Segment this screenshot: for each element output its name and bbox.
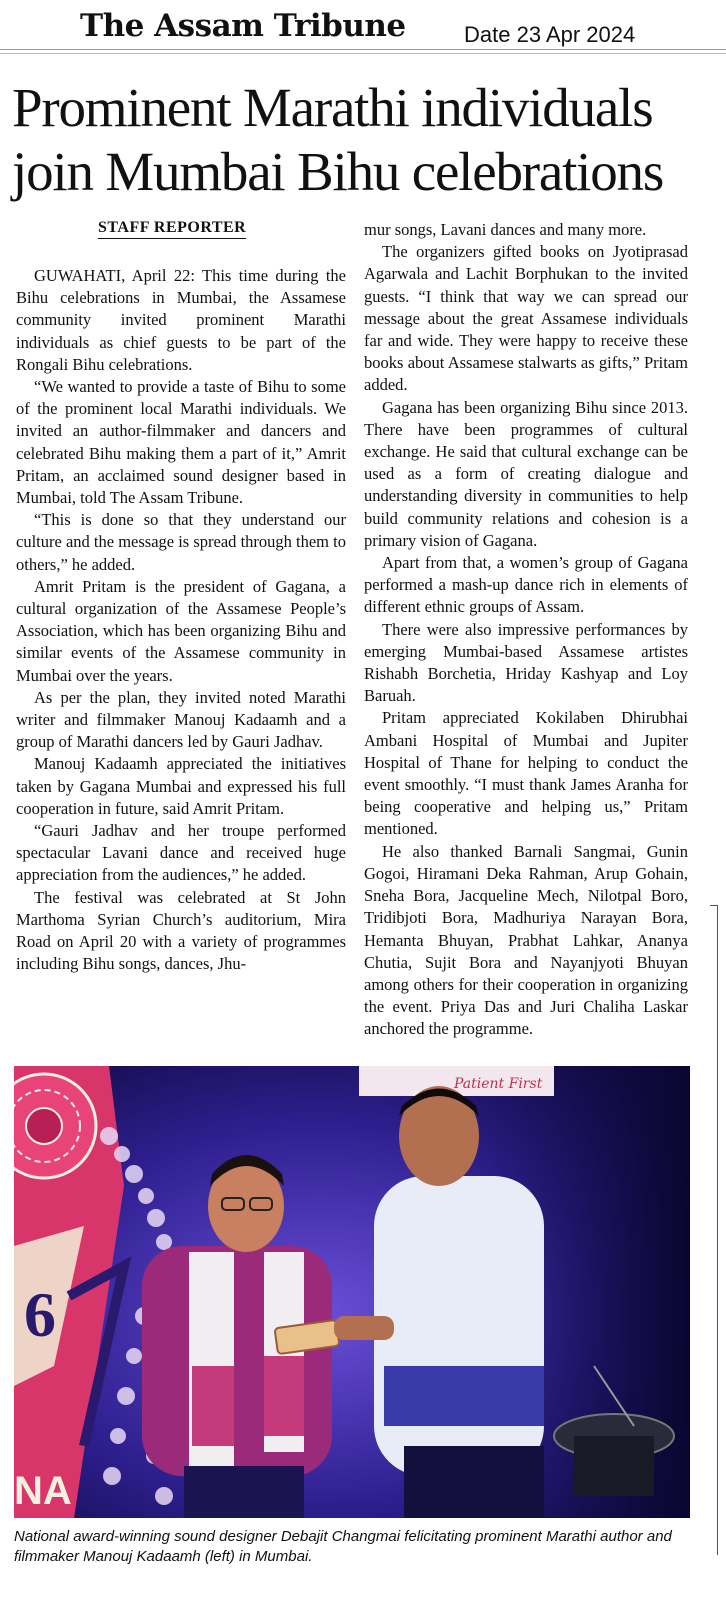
backdrop-letters: NA <box>14 1469 72 1513</box>
photo-illustration <box>14 1066 690 1518</box>
byline: STAFF REPORTER <box>98 219 246 239</box>
paragraph-continuation: mur songs, Lavani dances and many more. <box>364 220 647 239</box>
paragraph: There were also impressive performances by emerging Mumbai-based Assamese artistes Rishabh Borchetia, Hriday Kashyap and Loy Baruah. <box>364 619 688 706</box>
paragraph: As per the plan, they invited noted Marathi writer and filmmaker Manouj Kadaamh and a group of Marathi dancers led by Gauri Jadhav. <box>16 687 346 752</box>
backdrop-digit: 6 <box>24 1279 56 1350</box>
article-headline <box>12 76 718 204</box>
paragraph: GUWAHATI, April 22: This time during the Bihu celebrations in Mumbai, the Assamese community invited prominent Marathi individuals as chief guests to be part of the Rongali Bihu celebrations. <box>16 266 346 374</box>
paragraph: The organizers gifted books on Jyotiprasad Agarwala and Lachit Borphukan to the invited guests. “I think that way we can spread our message about the great Assamese individuals far and wide. They were happy to receive these books about Assamese stalwarts as gifts,” Pritam added. <box>364 242 688 395</box>
paragraph: He also thanked Barnali Sangmai, Gunin Gogoi, Hiramani Deka Rahman, Arup Gohain, Sneha Bora, Jacqueline Mech, Nilotpal Boro, Tridibjoti Bora, Madhuriya Narayan Bora, Hemanta Bhuyan, Prabhat Lahkar, Ananya Chutia, Sujit Bora and Nayanjyoti Bhuyan among others for their cooperation in organizing the event. Priya Das and Juri Chaliha Laskar anchored the programme. <box>364 841 688 1039</box>
masthead <box>0 0 726 56</box>
paragraph: “Gauri Jadhav and her troupe performed spectacular Lavani dance and received huge appreciation from the audiences,” he added. <box>16 821 346 885</box>
paragraph: Apart from that, a women’s group of Gagana performed a mash-up dance rich in elements of different ethnic groups of Assam. <box>364 553 688 617</box>
article-photo <box>14 1066 690 1518</box>
paragraph: Gagana has been organizing Bihu since 2013. There have been programmes of cultural exchange. He said that cultural exchange can be used as a form of creating dialogue and understanding diversity in communities to help build community relations and cohesion is a primary vision of Gagana. <box>364 397 688 550</box>
paragraph: “We wanted to provide a taste of Bihu to some of the prominent local Marathi individuals. We invited an author-filmmaker and dancers and celebrated Bihu making them a part of it,” Amrit Pritam, an acclaimed sound designer based in Mumbai, told The Assam Tribune. <box>16 377 346 508</box>
publication-date: Date 23 Apr 2024 <box>464 22 636 47</box>
paragraph: “This is done so that they understand our culture and the message is spread through them to others,” he added. <box>16 510 346 574</box>
paragraph: Pritam appreciated Kokilaben Dhirubhai Ambani Hospital of Mumbai and Jupiter Hospital of Thane for helping to conduct the event smoothly. “I must thank James Aranha for being cooperative and helping us,” Pritam mentioned. <box>364 708 688 839</box>
article-column-left <box>16 265 346 976</box>
paragraph: Manouj Kadaamh appreciated the initiatives taken by Gagana Mumbai and expressed his full cooperation in future, said Amrit Pritam. <box>16 754 346 818</box>
masthead-divider-secondary <box>0 53 726 54</box>
headline-line-2: join Mumbai Bihu celebrations <box>12 141 664 202</box>
photo-caption: National award-winning sound designer Debajit Changmai felicitating prominent Marathi author and filmmaker Manouj Kadaamh (left) in Mumbai. <box>14 1528 672 1565</box>
masthead-divider <box>0 49 726 50</box>
headline-line-1: Prominent Marathi individuals <box>12 77 653 138</box>
page-edge-rule <box>717 905 718 1555</box>
banner-text: Patient First <box>454 1076 543 1092</box>
newspaper-name: The Assam Tribune <box>80 8 406 44</box>
paragraph: The festival was celebrated at St John Marthoma Syrian Church’s auditorium, Mira Road on April 20 with a variety of programmes including Bihu songs, dances, Jhu- <box>16 887 346 974</box>
paragraph: Amrit Pritam is the president of Gagana, a cultural organization of the Assamese People’s Association, which has been organizing Bihu and similar events of the Assamese community in Mumbai over the years. <box>16 576 346 685</box>
article-column-right <box>364 219 688 1041</box>
